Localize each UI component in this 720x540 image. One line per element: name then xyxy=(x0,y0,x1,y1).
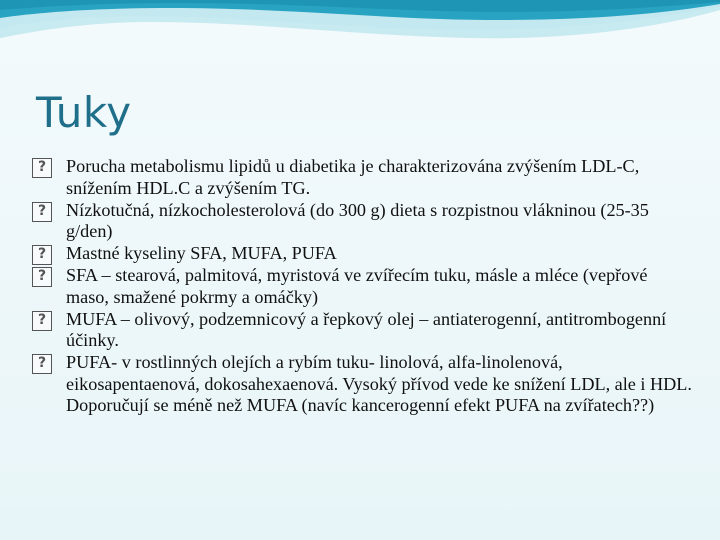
bullet-text: SFA – stearová, palmitová, myristová ve zvířecím tuku, másle a mléce (vepřové maso, smažené pokrmy a omáčky) xyxy=(66,265,648,307)
list-item xyxy=(32,156,692,199)
missing-glyph-icon: ? xyxy=(32,202,52,222)
list-item xyxy=(32,352,692,417)
header-wave-decoration xyxy=(0,0,720,70)
list-item xyxy=(32,309,692,352)
bullet-list xyxy=(32,156,692,417)
bullet-text: MUFA – olivový, podzemnicový a řepkový olej – antiaterogenní, antitrombogenní účinky. xyxy=(66,308,667,350)
bullet-text: Nízkotučná, nízkocholesterolová (do 300 g) dieta s rozpistnou vlákninou (25-35 g/den) xyxy=(66,199,649,241)
bullet-text: Porucha metabolismu lipidů u diabetika je charakterizována zvýšením LDL-C, snížením HDL.C a zvýšením TG. xyxy=(66,156,640,198)
missing-glyph-icon: ? xyxy=(32,354,52,374)
missing-glyph-icon: ? xyxy=(32,245,52,265)
missing-glyph-icon: ? xyxy=(32,311,52,331)
bullet-text: PUFA- v rostlinných olejích a rybím tuku- linolová, alfa-linolenová, eikosapentaenová, dokosahexaenová. Vysoký přívod vede ke snížení LDL, ale i HDL. Doporučují se méně než MUFA (navíc kancerogenní efekt PUFA na zvířatech??) xyxy=(66,352,692,415)
list-item xyxy=(32,265,692,308)
slide-title: Tuky xyxy=(36,88,132,137)
bullet-text: Mastné kyseliny SFA, MUFA, PUFA xyxy=(66,243,337,263)
list-item xyxy=(32,243,692,265)
missing-glyph-icon: ? xyxy=(32,158,52,178)
list-item xyxy=(32,200,692,243)
missing-glyph-icon: ? xyxy=(32,267,52,287)
